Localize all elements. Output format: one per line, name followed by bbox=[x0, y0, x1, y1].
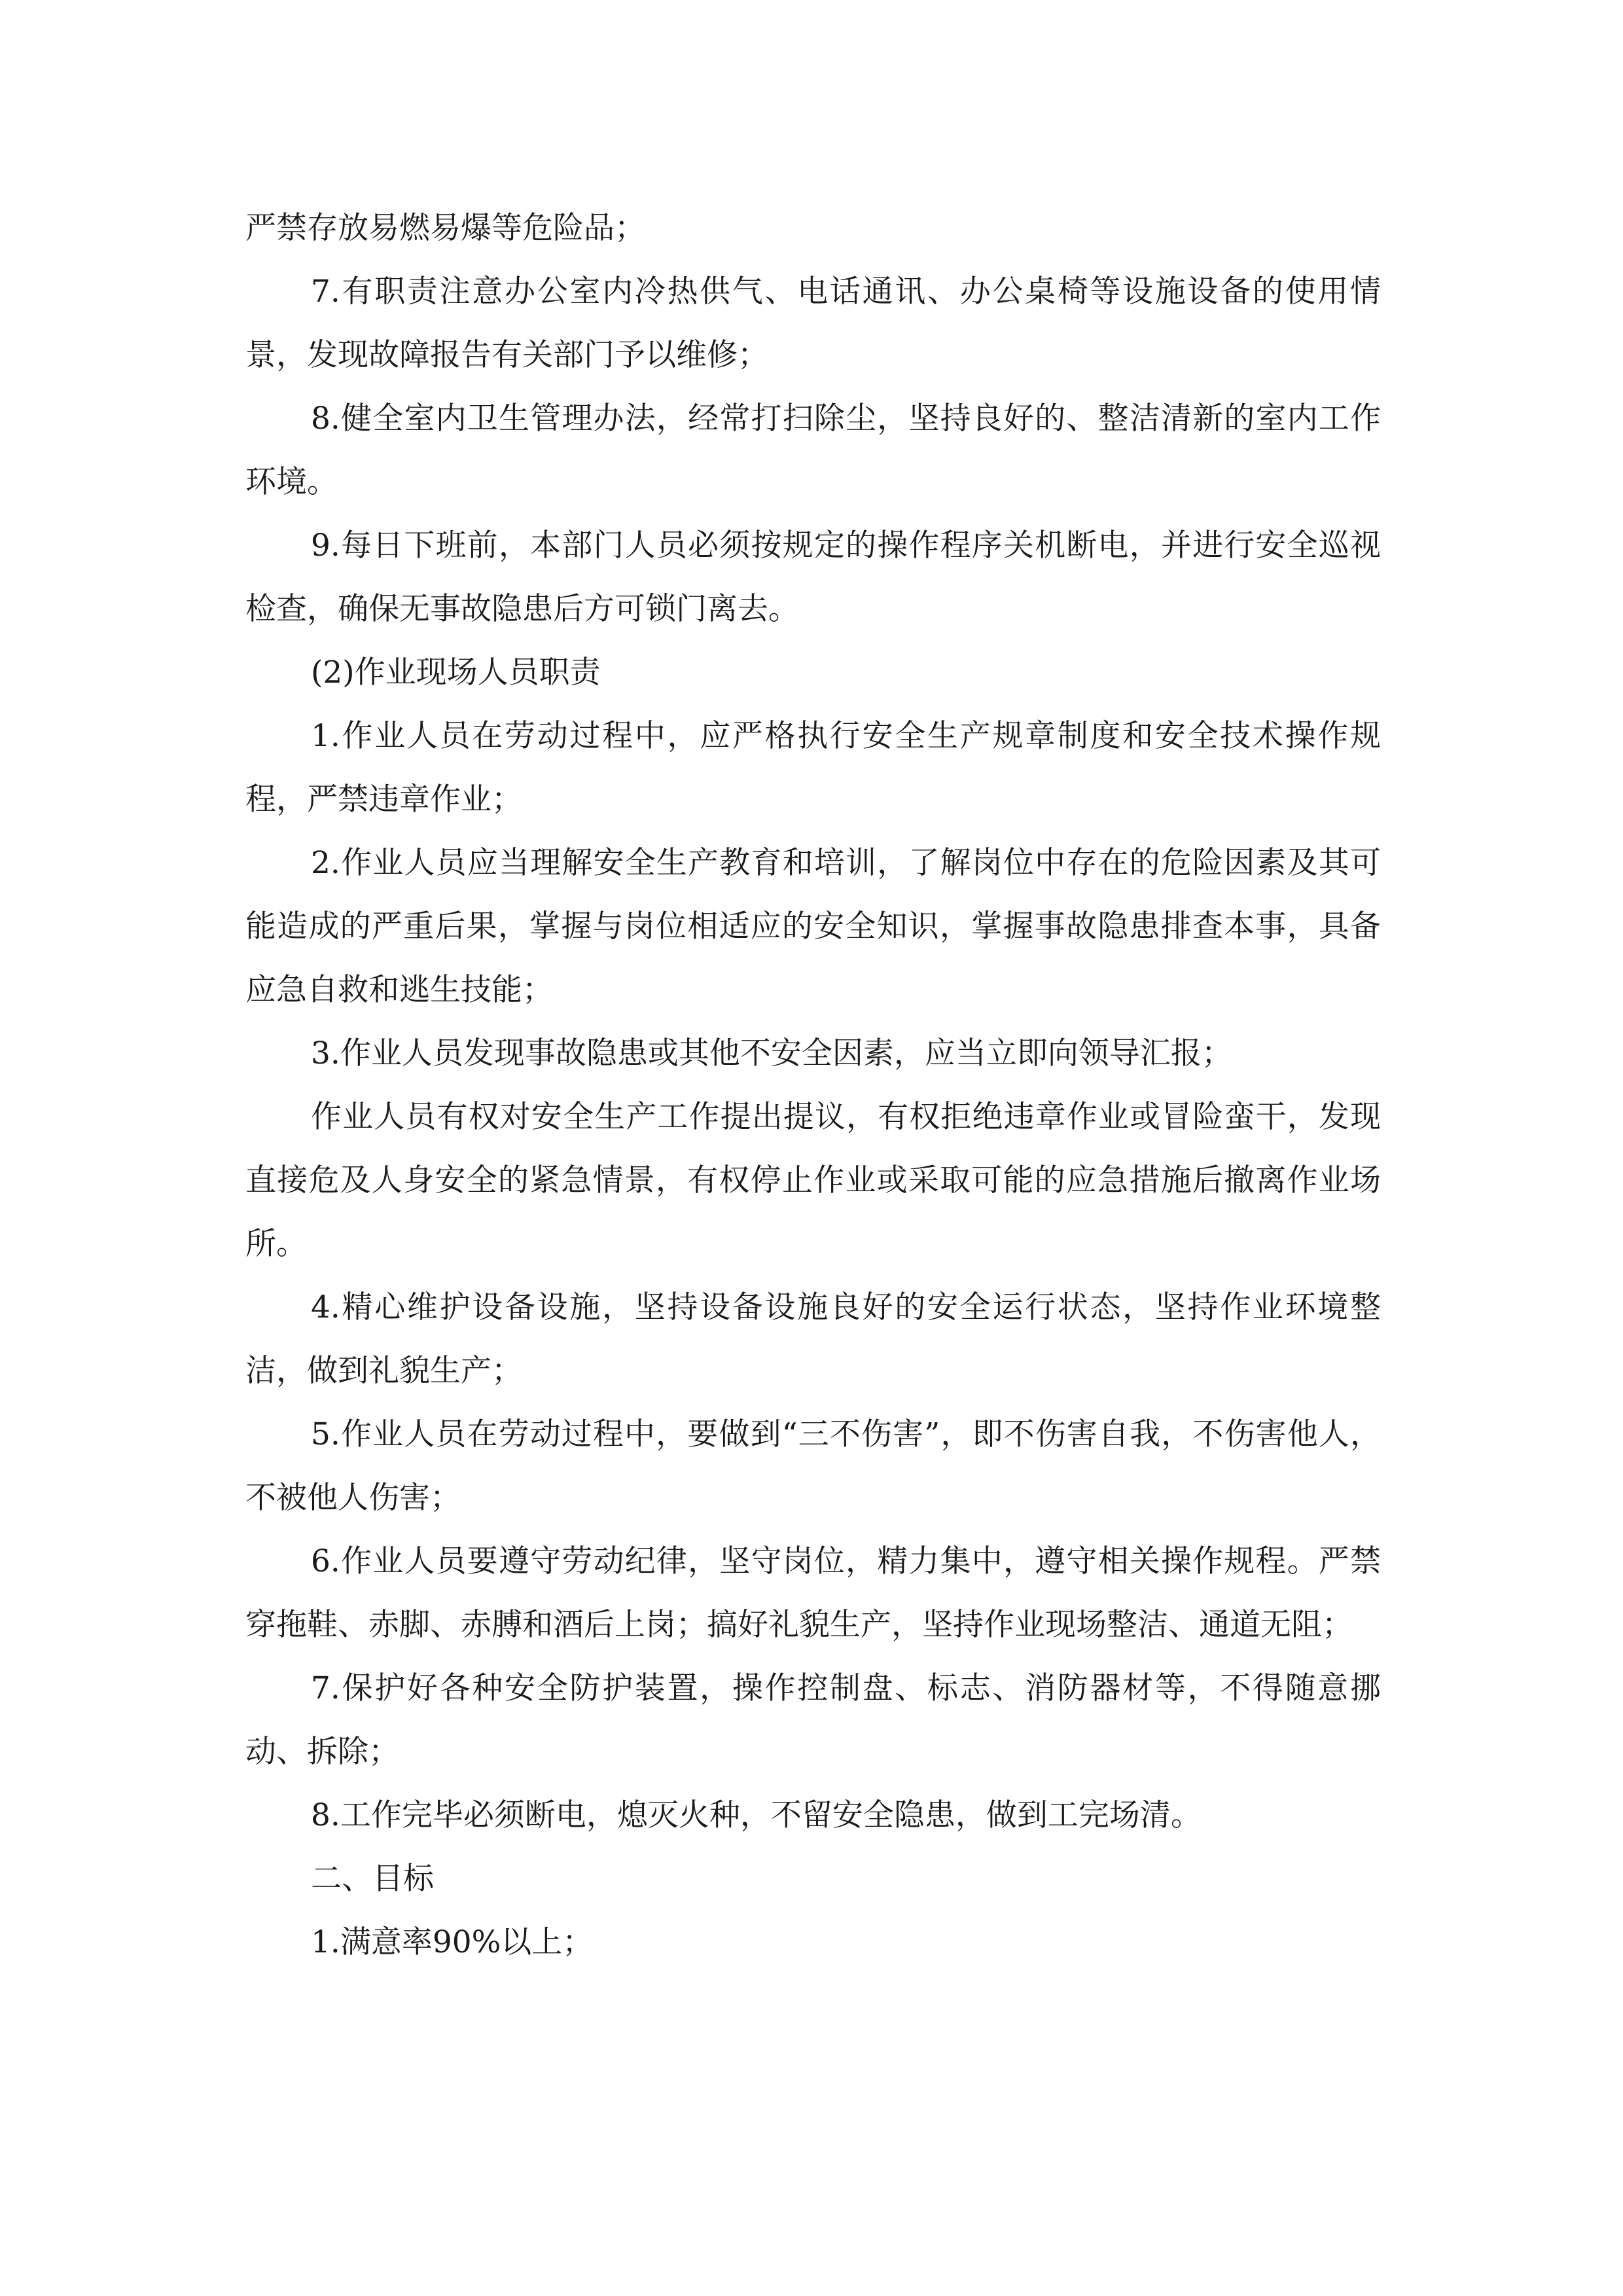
paragraph: 7.有职责注意办公室内冷热供气、电话通讯、办公桌椅等设施设备的使用情景，发现故障报告有关部门予以维修； bbox=[245, 274, 1381, 373]
paragraph: 3.作业人员发现事故隐患或其他不安全因素，应当立即向领导汇报； bbox=[311, 1035, 1232, 1071]
paragraph: 8.工作完毕必须断电，熄灭火种，不留安全隐患，做到工完场清。 bbox=[311, 1797, 1202, 1833]
paragraph: 严禁存放易燃易爆等危险品； bbox=[245, 210, 645, 246]
paragraph: 2.作业人员应当理解安全生产教育和培训，了解岗位中存在的危险因素及其可能造成的严重后果，掌握与岗位相适应的安全知识，掌握事故隐患排查本事，具备应急自救和逃生技能； bbox=[245, 845, 1381, 1008]
paragraph: 1.满意率90%以上； bbox=[311, 1924, 594, 1960]
section-heading: 二、目标 bbox=[311, 1861, 434, 1897]
paragraph: 作业人员有权对安全生产工作提出提议，有权拒绝违章作业或冒险蛮干，发现直接危及人身安全的紧急情景，有权停止作业或采取可能的应急措施后撤离作业场所。 bbox=[245, 1099, 1381, 1262]
paragraph: 1.作业人员在劳动过程中，应严格执行安全生产规章制度和安全技术操作规程，严禁违章作业； bbox=[245, 718, 1381, 817]
paragraph: 9.每日下班前，本部门人员必须按规定的操作程序关机断电，并进行安全巡视检查，确保无事故隐患后方可锁门离去。 bbox=[245, 528, 1381, 627]
paragraph: 5.作业人员在劳动过程中，要做到“三不伤害”，即不伤害自我，不伤害他人，不被他人伤害； bbox=[245, 1416, 1381, 1516]
document-body bbox=[245, 196, 1381, 1974]
paragraph: 4.精心维护设备设施，坚持设备设施良好的安全运行状态，坚持作业环境整洁，做到礼貌生产； bbox=[245, 1289, 1381, 1389]
section-heading: (2)作业现场人员职责 bbox=[311, 655, 601, 691]
paragraph: 7.保护好各种安全防护装置，操作控制盘、标志、消防器材等，不得随意挪动、拆除； bbox=[245, 1670, 1381, 1770]
paragraph: 8.健全室内卫生管理办法，经常打扫除尘，坚持良好的、整洁清新的室内工作环境。 bbox=[245, 401, 1381, 500]
paragraph: 6.作业人员要遵守劳动纪律，坚守岗位，精力集中，遵守相关操作规程。严禁穿拖鞋、赤脚、赤膊和酒后上岗；搞好礼貌生产，坚持作业现场整洁、通道无阻； bbox=[245, 1543, 1381, 1643]
